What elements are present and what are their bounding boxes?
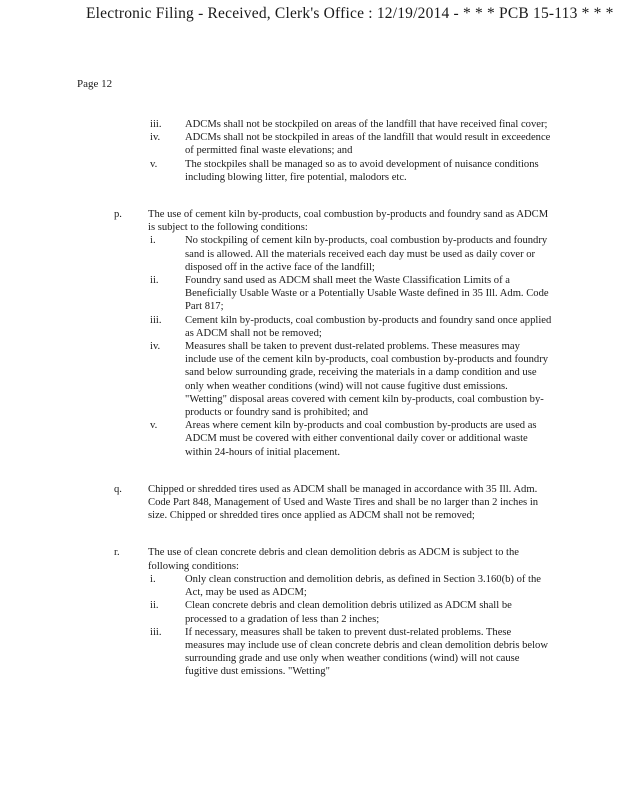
document-body bbox=[112, 118, 552, 679]
list-item bbox=[112, 419, 552, 459]
item-text: ADCMs shall not be stockpiled on areas of the landfill that have received final cover; bbox=[185, 119, 548, 130]
paragraph-letter: p. bbox=[114, 209, 122, 221]
list-item bbox=[112, 158, 552, 184]
item-text: Areas where cement kiln by-products and coal combustion by-products are used as ADCM must be covered with either conventional daily cover or additional waste within 24-hours of initial placement. bbox=[185, 420, 537, 458]
paragraph-letter: q. bbox=[114, 483, 122, 495]
list-item bbox=[112, 573, 552, 599]
item-text: ADCMs shall not be stockpiled in areas of the landfill that would result in exceedence of permitted final waste elevations; and bbox=[185, 132, 551, 157]
item-number: ii. bbox=[150, 275, 159, 287]
list-item bbox=[112, 274, 552, 314]
item-number: ii. bbox=[150, 600, 159, 612]
item-number: v. bbox=[150, 420, 158, 432]
item-text: The stockpiles shall be managed so as to avoid development of nuisance conditions including blowing litter, fire potential, malodors etc. bbox=[185, 158, 539, 183]
item-text: Measures shall be taken to prevent dust-related problems. These measures may include use of the cement kiln by-products, coal combustion by-products and foundry sand below surrounding grade, receiving the materials in a damp condition and use only when weather conditions (wind) will not cause fugitive dust emissions. "Wetting" disposal areas covered with cement kiln by-products, coal combustion by-products or foundry sand is prohibited; and bbox=[185, 341, 549, 419]
paragraph-text: The use of clean concrete debris and clean demolition debris as ADCM is subject to the following conditions: bbox=[148, 547, 519, 572]
item-number: iii. bbox=[150, 314, 162, 326]
filing-header: Electronic Filing - Received, Clerk's Office : 12/19/2014 - * * * PCB 15-113 * * * bbox=[86, 5, 614, 22]
item-number: i. bbox=[150, 573, 156, 585]
list-item bbox=[112, 131, 552, 157]
paragraph-text: Chipped or shredded tires used as ADCM shall be managed in accordance with 35 Ill. Adm. Code Part 848, Management of Used and Waste Tires and shall be no larger than 2 inches in size. Chipped or shredded tires once applied as ADCM shall not be removed; bbox=[148, 483, 539, 522]
item-number: iv. bbox=[150, 132, 161, 144]
paragraph-r bbox=[112, 546, 552, 572]
list-item bbox=[112, 340, 552, 419]
paragraph-text: The use of cement kiln by-products, coal combustion by-products and foundry sand as ADCM is subject to the following conditions: bbox=[148, 209, 549, 234]
list-item bbox=[112, 599, 552, 625]
item-text: Only clean construction and demolition debris, as defined in Section 3.160(b) of the Act, may be used as ADCM; bbox=[185, 573, 541, 599]
list-item bbox=[112, 118, 552, 131]
item-number: iii. bbox=[150, 626, 162, 638]
item-text: Cement kiln by-products, coal combustion by-products and foundry sand once applied as ADCM shall not be removed; bbox=[185, 314, 552, 339]
item-number: i. bbox=[150, 235, 156, 247]
paragraph-letter: r. bbox=[114, 547, 120, 559]
list-item bbox=[112, 234, 552, 274]
list-item bbox=[112, 626, 552, 679]
item-text: If necessary, measures shall be taken to prevent dust-related problems. These measures may include use of clean concrete debris and clean demolition debris below surrounding grade and use only when weather conditions (wind) will not cause fugitive dust emissions. "Wetting" bbox=[185, 626, 548, 678]
item-text: Foundry sand used as ADCM shall meet the Waste Classification Limits of a Beneficially Usable Waste or a Potentially Usable Waste defined in 35 Ill. Adm. Code Part 817; bbox=[185, 275, 549, 313]
item-text: Clean concrete debris and clean demolition debris utilized as ADCM shall be processed to a gradation of less than 2 inches; bbox=[185, 600, 512, 625]
paragraph-p bbox=[112, 208, 552, 234]
item-number: v. bbox=[150, 158, 158, 170]
item-text: No stockpiling of cement kiln by-products, coal combustion by-products and foundry sand is allowed. All the materials received each day must be used as daily cover or disposed off in the active face of the landfill; bbox=[185, 235, 548, 273]
item-number: iii. bbox=[150, 119, 162, 130]
page-number: Page 12 bbox=[77, 78, 113, 90]
paragraph-q bbox=[112, 483, 552, 523]
item-number: iv. bbox=[150, 341, 161, 353]
list-item bbox=[112, 314, 552, 340]
